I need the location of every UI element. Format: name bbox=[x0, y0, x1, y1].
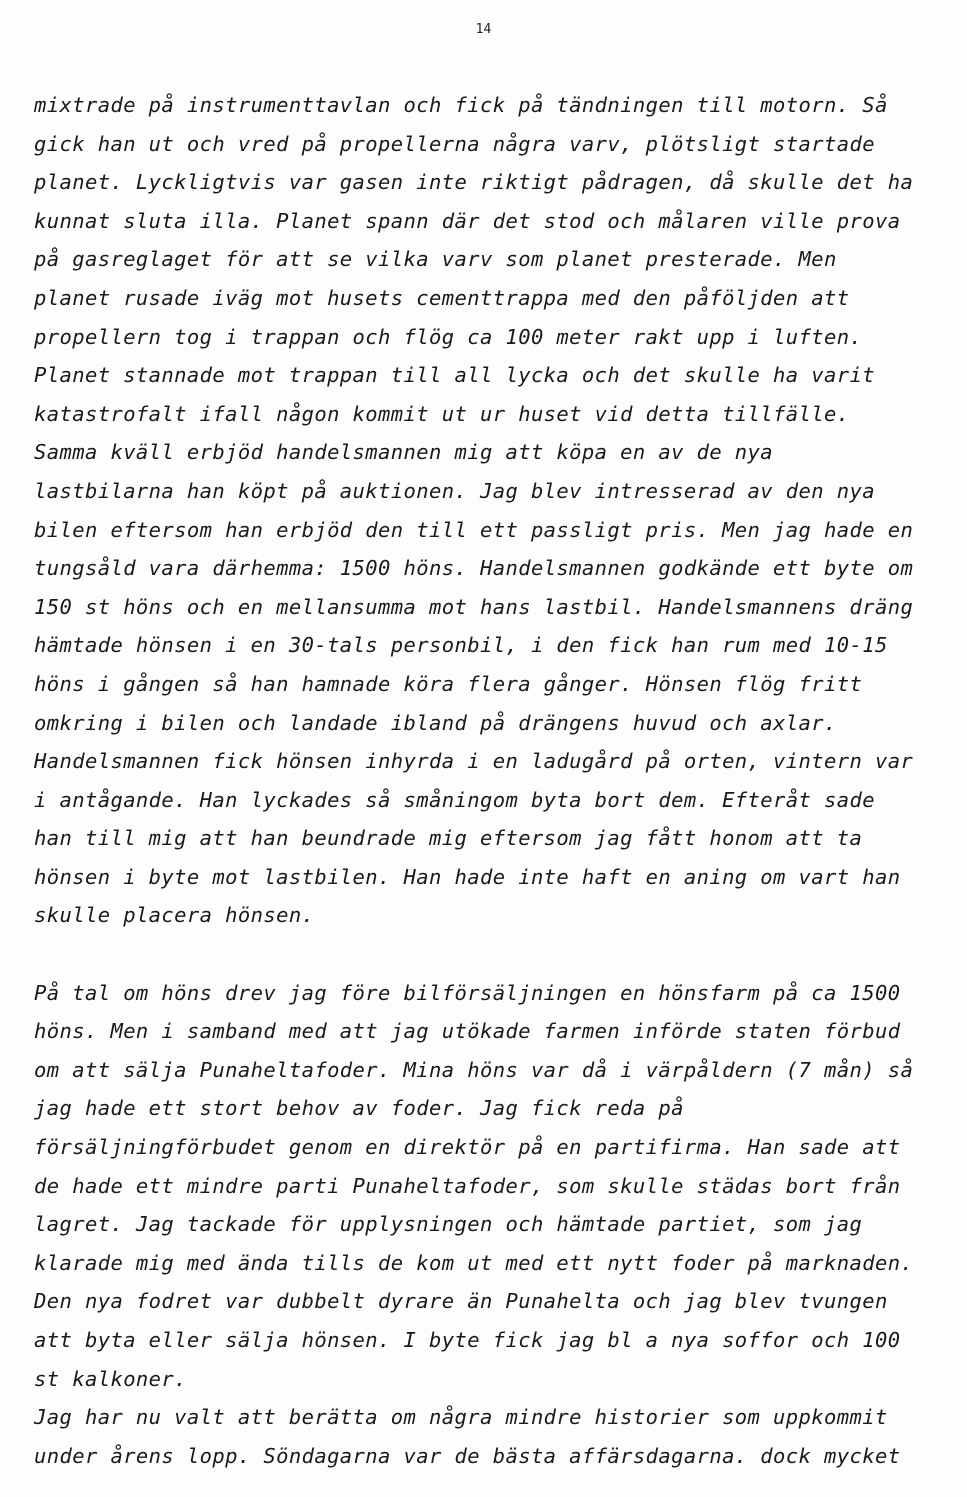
text-line: han till mig att han beundrade mig eftersom jag fått honom att ta bbox=[34, 826, 863, 851]
text-line: Samma kväll erbjöd handelsmannen mig att köpa en av de nya bbox=[34, 440, 774, 465]
text-line: under årens lopp. Söndagarna var de bästa affärsdagarna. dock mycket bbox=[34, 1443, 901, 1468]
text-line: tungsåld vara därhemma: 1500 höns. Handelsmannen godkände ett byte om bbox=[34, 556, 914, 581]
text-line: försäljningförbudet genom en direktör på en partifirma. Han sade att bbox=[34, 1135, 901, 1160]
text-line: planet. Lyckligtvis var gasen inte riktigt pådragen, då skulle det ha bbox=[34, 170, 914, 195]
text-line: På tal om höns drev jag före bilförsäljningen en hönsfarm på ca 1500 bbox=[34, 980, 901, 1005]
text-line: lagret. Jag tackade för upplysningen och hämtade partiet, som jag bbox=[34, 1212, 863, 1237]
text-line: mixtrade på instrumenttavlan och fick på tändningen till motorn. Så bbox=[34, 93, 888, 117]
text-line: bilen eftersom han erbjöd den till ett passligt pris. Men jag hade en bbox=[34, 517, 914, 542]
text-line: om att sälja Punaheltafoder. Mina höns var då i värpåldern (7 mån) så bbox=[34, 1057, 914, 1082]
text-line: gick han ut och vred på propellerna några varv, plötsligt startade bbox=[34, 131, 875, 156]
text-line: lastbilarna han köpt på auktionen. Jag blev intresserad av den nya bbox=[34, 478, 875, 503]
text-line: omkring i bilen och landade ibland på drängens huvud och axlar. bbox=[34, 710, 837, 735]
text-line: hönsen i byte mot lastbilen. Han hade inte haft en aning om vart han bbox=[34, 864, 901, 889]
text-line: de hade ett mindre parti Punaheltafoder, som skulle städas bort från bbox=[34, 1173, 901, 1198]
text-line: Jag har nu valt att berätta om några mindre historier som uppkommit bbox=[34, 1405, 888, 1430]
text-line: propellern tog i trappan och flög ca 100 meter rakt upp i luften. bbox=[34, 324, 863, 349]
text-line: i antågande. Han lyckades så småningom byta bort dem. Efteråt sade bbox=[34, 787, 875, 812]
text-line: kunnat sluta illa. Planet spann där det stod och målaren ville prova bbox=[34, 208, 901, 233]
page-number: 14 bbox=[475, 22, 492, 37]
text-line: planet rusade iväg mot husets cementtrappa med den påföljden att bbox=[34, 285, 850, 310]
text-line: skulle placera hönsen. bbox=[34, 903, 315, 928]
text-line: katastrofalt ifall någon kommit ut ur huset vid detta tillfälle. bbox=[34, 401, 850, 426]
text-line: Handelsmannen fick hönsen inhyrda i en ladugård på orten, vintern var bbox=[34, 749, 914, 774]
text-line: Den nya fodret var dubbelt dyrare än Punahelta och jag blev tvungen bbox=[34, 1289, 888, 1314]
text-line: klarade mig med ända tills de kom ut med ett nytt foder på marknaden. bbox=[34, 1250, 914, 1275]
paragraph-gap bbox=[34, 935, 934, 974]
text-line: på gasreglaget för att se vilka varv som planet presterade. Men bbox=[34, 247, 837, 272]
text-line: 150 st höns och en mellansumma mot hans lastbil. Handelsmannens dräng bbox=[34, 594, 914, 619]
text-line: Planet stannade mot trappan till all lycka och det skulle ha varit bbox=[34, 363, 875, 388]
text-line: st kalkoner. bbox=[34, 1366, 187, 1391]
text-line: höns. Men i samband med att jag utökade farmen införde staten förbud bbox=[34, 1019, 901, 1044]
text-line: hämtade hönsen i en 30-tals personbil, i den fick han rum med 10-15 bbox=[34, 633, 888, 658]
body-text bbox=[34, 86, 934, 1475]
text-line: jag hade ett stort behov av foder. Jag fick reda på bbox=[34, 1096, 684, 1121]
text-line: höns i gången så han hamnade köra flera gånger. Hönsen flög fritt bbox=[34, 671, 863, 696]
text-line: att byta eller sälja hönsen. I byte fick jag bl a nya soffor och 100 bbox=[34, 1328, 901, 1352]
